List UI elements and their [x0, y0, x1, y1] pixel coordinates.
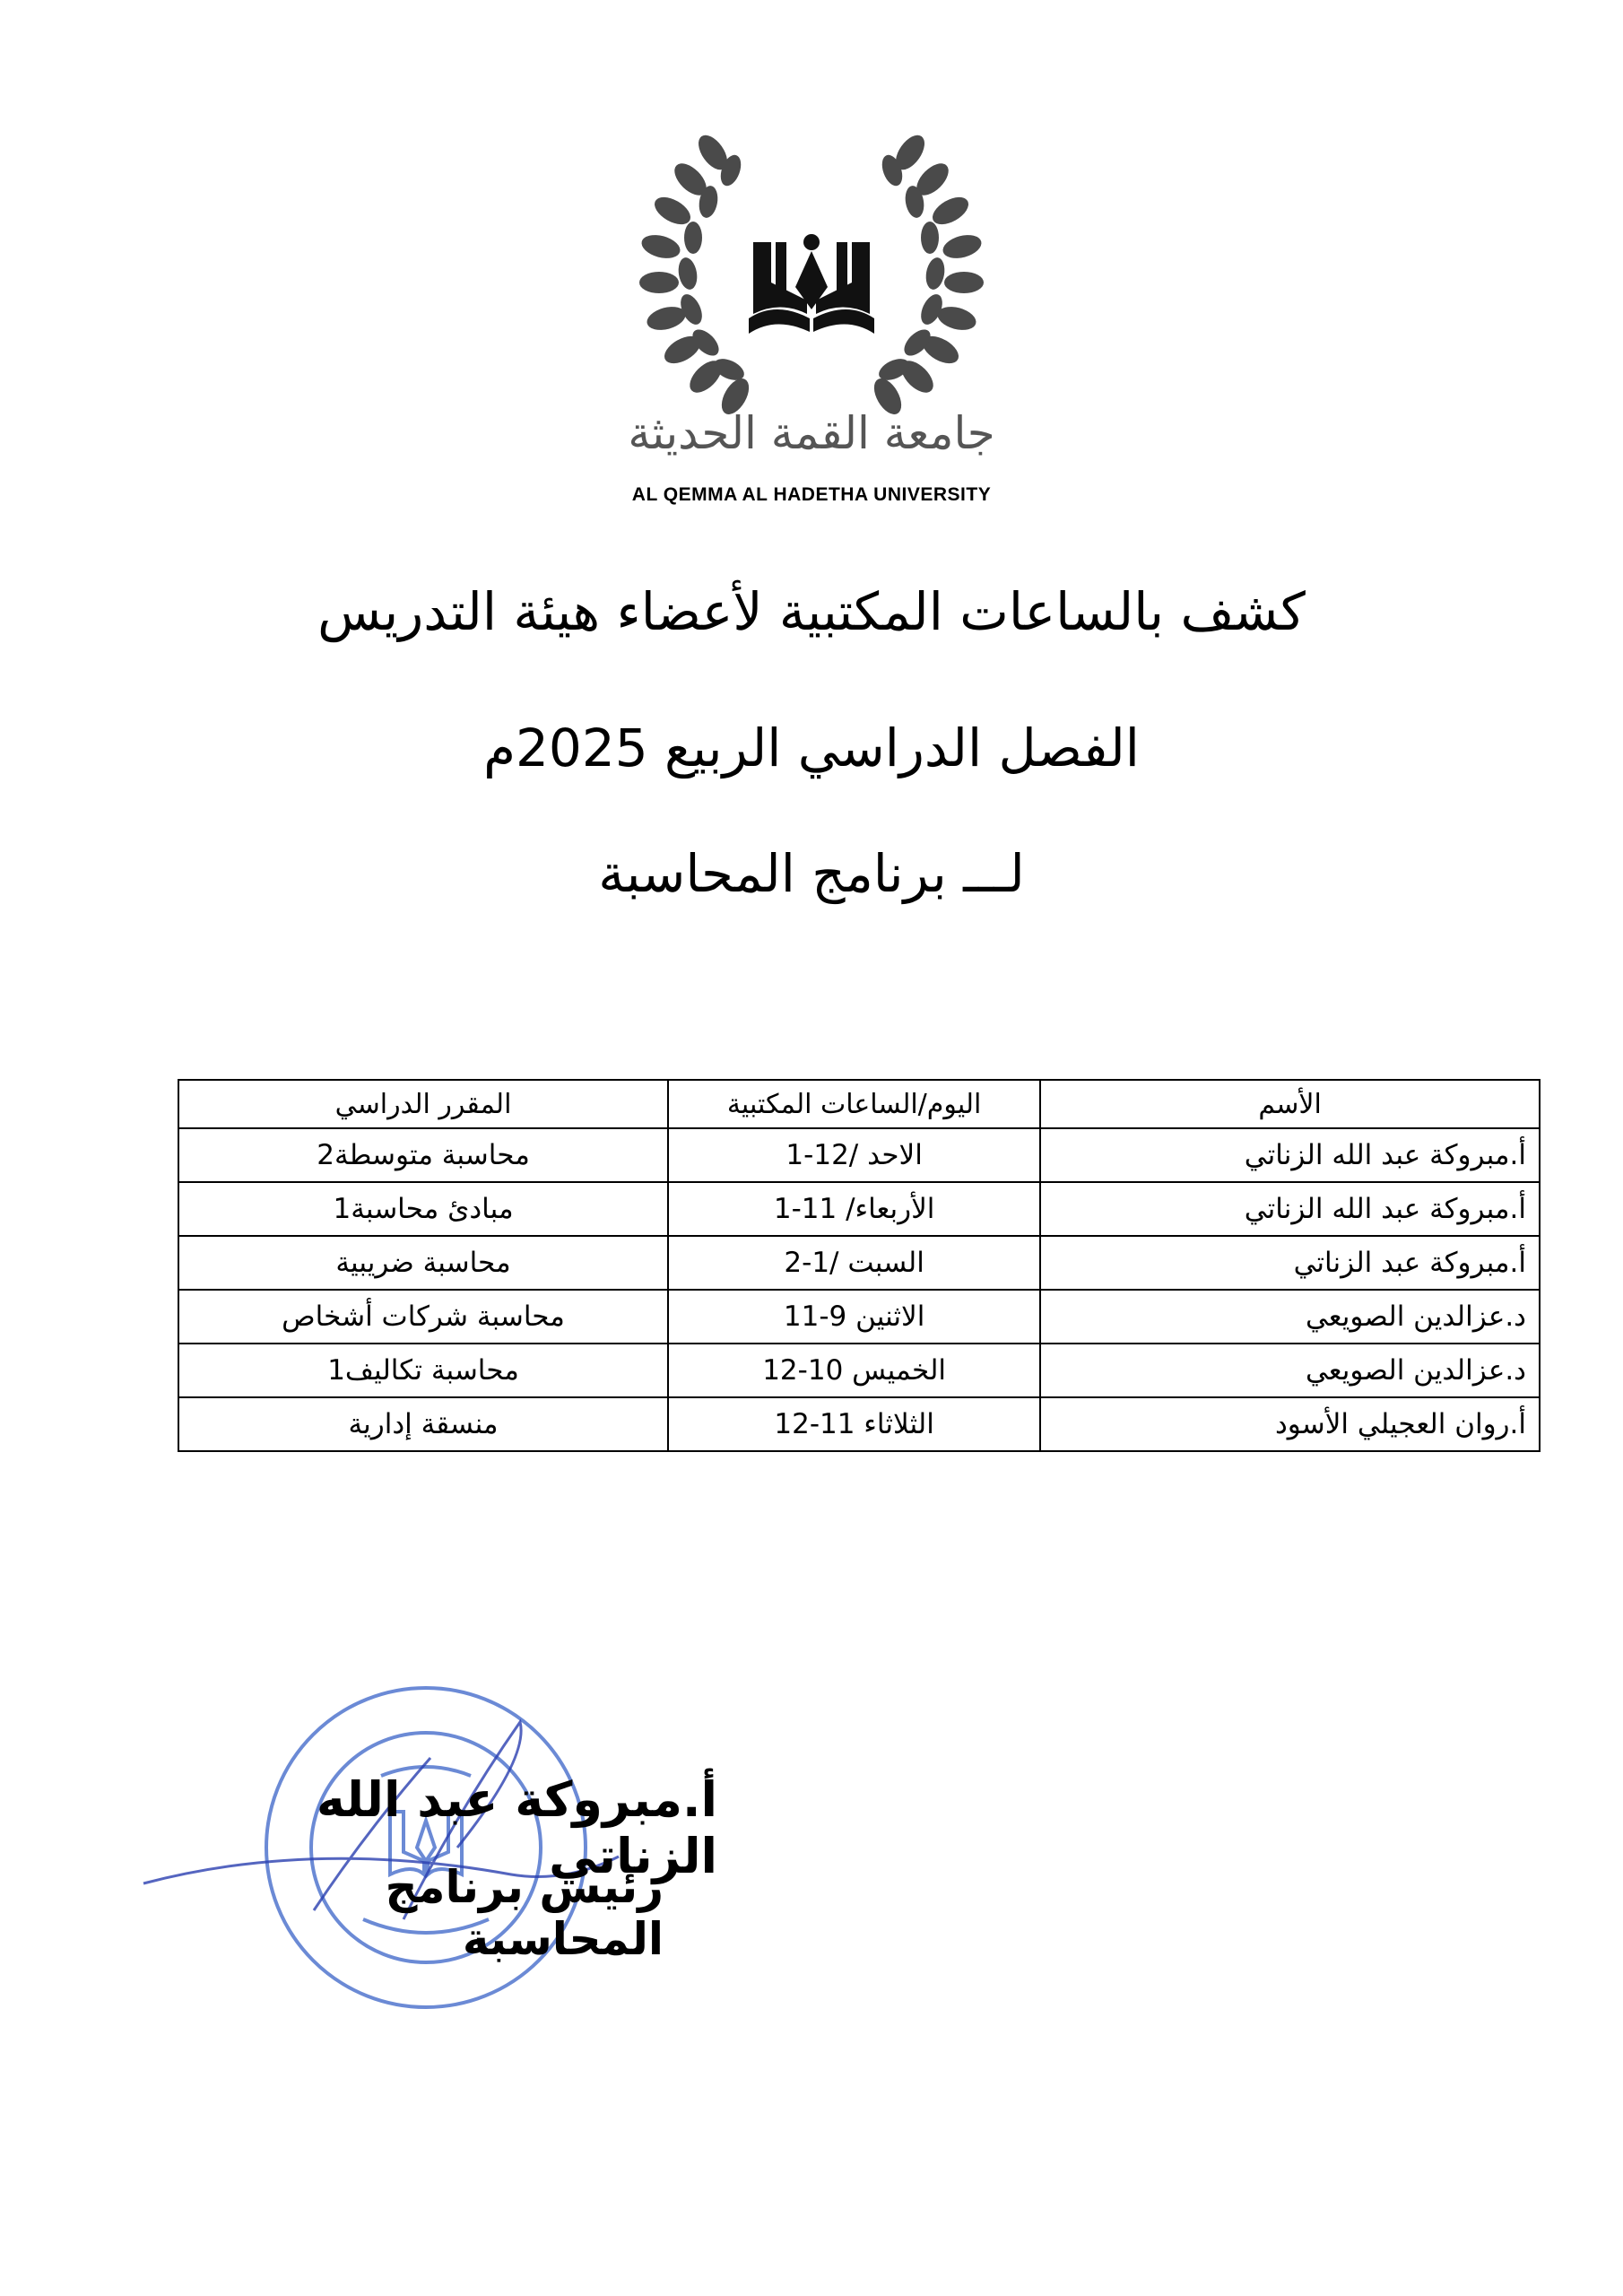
- cell-name: أ.مبروكة عبد الله الزناتي: [1040, 1128, 1540, 1182]
- cell-course: منسقة إدارية: [178, 1397, 668, 1451]
- table-row: [178, 1397, 1540, 1451]
- signatory-role: رئيس برنامج المحاسبة: [385, 1861, 664, 1965]
- header-day-hours: اليوم/الساعات المكتبية: [668, 1080, 1040, 1128]
- program-subtitle: لـــ برنامج المحاسبة: [598, 843, 1025, 904]
- laurel-book-pen-logo-icon: [596, 108, 1027, 520]
- table-row: [178, 1290, 1540, 1344]
- signatory-name: أ.مبروكة عبد الله الزناتي: [316, 1771, 717, 1884]
- cell-course: مبادئ محاسبة1: [178, 1182, 668, 1236]
- logo-latin-text: AL QEMMA AL HADETHA UNIVERSITY: [631, 484, 992, 505]
- cell-day-hours: الاثنين 9-11: [668, 1290, 1040, 1344]
- cell-day-hours: الأربعاء/ 11-1: [668, 1182, 1040, 1236]
- table-header-row: [178, 1080, 1540, 1128]
- table-row: [178, 1128, 1540, 1182]
- table-row: [178, 1182, 1540, 1236]
- document-title: كشف بالساعات المكتبية لأعضاء هيئة التدريس: [317, 581, 1306, 642]
- logo-arabic-text: جامعة القمة الحديثة: [628, 407, 995, 459]
- cell-course: محاسبة متوسطة2: [178, 1128, 668, 1182]
- cell-day-hours: الثلاثاء 11-12: [668, 1397, 1040, 1451]
- office-hours-table: [178, 1079, 1541, 1452]
- table-row: [178, 1344, 1540, 1397]
- university-logo: [596, 108, 1027, 520]
- header-name: الأسم: [1040, 1080, 1540, 1128]
- cell-day-hours: الاحد /12-1: [668, 1128, 1040, 1182]
- cell-name: د.عزالدين الصويعي: [1040, 1344, 1540, 1397]
- cell-name: أ.مبروكة عبد الزناتي: [1040, 1236, 1540, 1290]
- cell-day-hours: الخميس 10-12: [668, 1344, 1040, 1397]
- cell-day-hours: السبت /1-2: [668, 1236, 1040, 1290]
- cell-name: د.عزالدين الصويعي: [1040, 1290, 1540, 1344]
- header-course: المقرر الدراسي: [178, 1080, 668, 1128]
- cell-name: أ.مبروكة عبد الله الزناتي: [1040, 1182, 1540, 1236]
- cell-course: محاسبة تكاليف1: [178, 1344, 668, 1397]
- semester-subtitle: الفصل الدراسي الربيع 2025م: [483, 718, 1140, 778]
- cell-course: محاسبة شركات أشخاص: [178, 1290, 668, 1344]
- cell-name: أ.روان العجيلي الأسود: [1040, 1397, 1540, 1451]
- cell-course: محاسبة ضريبية: [178, 1236, 668, 1290]
- table-row: [178, 1236, 1540, 1290]
